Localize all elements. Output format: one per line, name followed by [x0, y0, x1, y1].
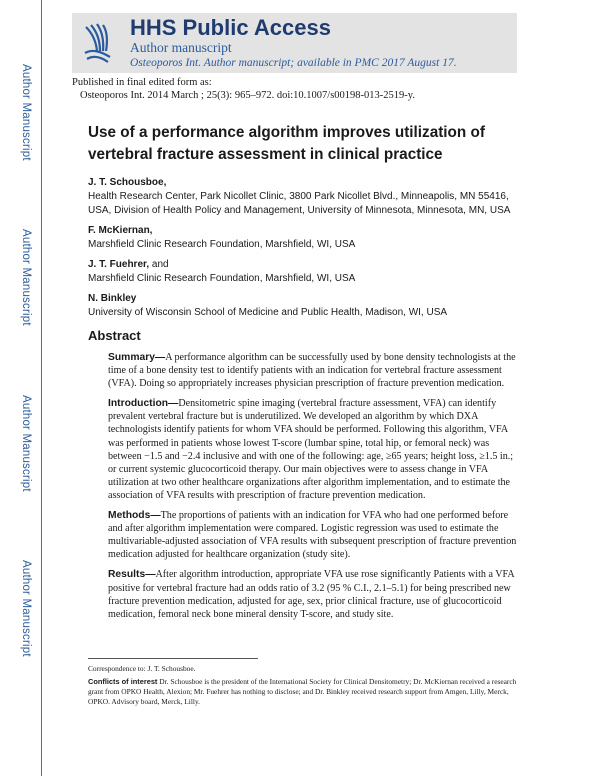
section-label: Methods— — [108, 510, 161, 522]
conflicts-text: Dr. Schousboe is the president of the International Society for Clinical Densitometry; Dr. McKiernan received a research grant from OPKO Health, Alexion; Mr. Fuehrer has nothing to disclose; and Dr. Binkley received research support from Amgen, Lilly, Merck, OPKO. Advisory board, Merck, Lilly. — [88, 677, 517, 706]
author-conjunction: and — [149, 259, 169, 270]
author-entry — [88, 292, 528, 320]
hhs-header — [72, 13, 517, 73]
publication-citation: Osteoporos Int. 2014 March ; 25(3): 965–972. doi:10.1007/s00198-013-2519-y. — [80, 90, 415, 101]
author-name: N. Binkley — [88, 293, 137, 304]
section-text: Densitometric spine imaging (vertebral fracture assessment, VFA) can identify prevalent vertebral fracture but is underutilized. We developed an algorithm by which DXA technologists identify patients for whom VFA should be performed. Following this algorithm, VFA was performed in patients whose lowest T-score (lumbar spine, total hip, or femoral neck) was between −1.5 and −2.4 inclusive and with one of the following: age, ≥65 years; height loss, ≥1.5 in.; or current systemic glucocorticoid therapy. Our main objectives were to assess change in VFA utilization at two other healthcare organizations after algorithm implementation, and to estimate the association of VFA results with prescription of fracture prevention medication. — [108, 398, 514, 501]
author-entry — [88, 258, 528, 286]
abstract-body — [108, 351, 523, 628]
author-affiliation: University of Wisconsin School of Medicine and Public Health, Madison, WI, USA — [88, 307, 448, 318]
correspondence-note: Correspondence to: J. T. Schousboe. — [88, 664, 196, 673]
side-label-author-manuscript: Author Manuscript — [20, 229, 32, 326]
conflicts-label: Conflicts of interest — [88, 677, 158, 686]
section-text: A performance algorithm can be successfully used by bone density technologists at the time of a bone density test to identify patients with an indication for vertebral fracture assessment (VFA). Doing so appropriately increases physician prescription of fracture prevention medication. — [108, 352, 516, 390]
author-entry — [88, 224, 528, 252]
abstract-heading: Abstract — [88, 328, 141, 343]
author-entry — [88, 176, 528, 218]
author-list — [88, 176, 528, 326]
margin-rule — [41, 0, 42, 776]
hhs-subtitle: Author manuscript — [130, 40, 232, 55]
author-name: J. T. Fuehrer, — [88, 259, 150, 270]
author-affiliation: Marshfield Clinic Research Foundation, Marshfield, WI, USA — [88, 239, 356, 250]
hhs-title: HHS Public Access — [130, 15, 331, 40]
side-label-author-manuscript: Author Manuscript — [20, 64, 32, 161]
hhs-eagle-logo-icon — [82, 21, 112, 65]
footnotes — [88, 664, 518, 710]
abstract-section-methods — [108, 509, 523, 561]
article-title: Use of a performance algorithm improves utilization of vertebral fracture assessment in clinical practice — [88, 124, 485, 163]
publication-info — [72, 76, 415, 102]
side-label-author-manuscript: Author Manuscript — [20, 395, 32, 492]
section-label: Introduction— — [108, 398, 179, 410]
section-text: The proportions of patients with an indication for VFA who had one performed before and after algorithm implementation were compared. Logistic regression was used to estimate the multivariable-adjusted association of VFA results with subsequent prescription of fracture prevention medication adjusted for healthcare organization (study site). — [108, 510, 517, 561]
author-affiliation: Health Research Center, Park Nicollet Clinic, 3800 Park Nicollet Blvd., Minneapolis, MN 55416, USA, Division of Health Policy and Management, University of Minnesota, Minnesota, MN, USA — [88, 191, 511, 216]
abstract-section-summary — [108, 351, 523, 390]
abstract-section-introduction — [108, 397, 523, 502]
publication-label: Published in final edited form as: — [72, 77, 212, 88]
author-affiliation: Marshfield Clinic Research Foundation, Marshfield, WI, USA — [88, 273, 356, 284]
conflicts-note — [88, 677, 518, 707]
section-label: Results— — [108, 569, 156, 581]
section-text: After algorithm introduction, appropriate VFA use rose significantly Patients with a VFA positive for vertebral fracture had an odds ratio of 3.2 (95 % C.I., 2.1–5.1) for being prescribed new fracture prevention medication, adjusted for age, sex, prior clinical fracture, use of glucocorticoid medication, femoral neck bone mineral density T-score, and study site. — [108, 569, 515, 620]
footnote-divider — [88, 658, 258, 659]
abstract-section-results — [108, 568, 523, 620]
side-label-author-manuscript: Author Manuscript — [20, 560, 32, 657]
journal-availability: Osteoporos Int. Author manuscript; available in PMC 2017 August 17. — [130, 57, 457, 69]
section-label: Summary— — [108, 352, 166, 363]
author-name: J. T. Schousboe, — [88, 177, 167, 188]
author-name: F. McKiernan, — [88, 225, 153, 236]
